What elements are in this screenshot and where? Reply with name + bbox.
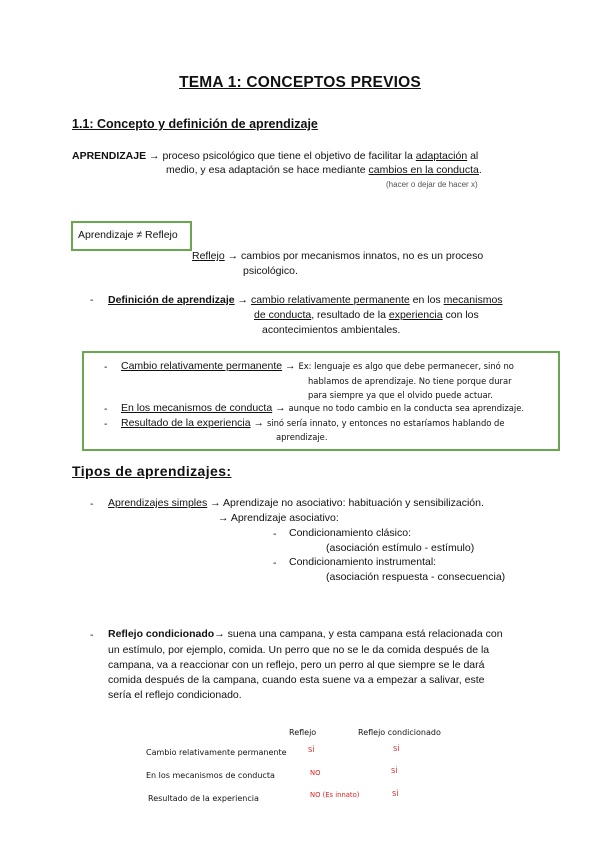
aprendizaje-term: APRENDIZAJE <box>72 150 147 162</box>
instrumental-desc: (asociación respuesta - consecuencia) <box>326 571 506 583</box>
tipos-heading: Tipos de aprendizajes: <box>72 463 232 479</box>
table-cell-reflejo: SÍ <box>308 746 315 754</box>
definicion-u1: cambio relativamente permanente <box>250 294 410 306</box>
bullet-dash: - <box>90 629 94 641</box>
table-cell-condicionado: SÍ <box>391 767 398 775</box>
reflejo-box-label: Aprendizaje ≠ Reflejo <box>78 229 178 241</box>
tipos-simples-line <box>108 497 484 509</box>
aprendizaje-line-1 <box>72 150 478 162</box>
definicion-line-2 <box>254 309 479 321</box>
bullet-dash: - <box>104 403 108 415</box>
arrow: → <box>149 150 160 162</box>
table-cell-reflejo: NO (Es innato) <box>310 791 360 799</box>
bullet-dash: - <box>90 498 94 510</box>
table-cell-reflejo: NO <box>310 769 321 777</box>
bullet-dash: - <box>90 294 94 306</box>
arrow: → <box>250 417 267 429</box>
asociativo-text: → Aprendizaje asociativo: <box>218 512 339 524</box>
definicion-u2: mecanismos <box>443 294 503 306</box>
box-item-1-cont-1: hablamos de aprendizaje. No tiene porque durar <box>308 376 512 386</box>
reflejo-cond-text: → suena una campana, y esta campana está relacionada con <box>214 628 503 640</box>
no-asociativo-text: → Aprendizaje no asociativo: habituación y sensibilización. <box>207 497 484 509</box>
definicion-u3: de conducta <box>254 309 312 321</box>
reflejo-term: Reflejo <box>192 250 225 262</box>
simples-term: Aprendizajes simples <box>108 497 208 509</box>
table-cell-condicionado: SÍ <box>392 790 399 798</box>
box-item-1-term: Cambio relativamente permanente <box>121 360 283 372</box>
definicion-mid1: en los <box>409 294 444 306</box>
reflejo-text: → cambios por mecanismos innatos, no es un proceso <box>224 250 484 262</box>
arrow: → <box>234 294 251 306</box>
arrow: → <box>272 402 289 414</box>
reflejo-cond-line-3: campana, va a reaccionar con un reflejo, pero un perro al que siempre se le dará <box>108 659 485 671</box>
aprendizaje-text: proceso psicológico que tiene el objetivo de facilitar la <box>162 150 416 162</box>
box-item-1 <box>121 360 514 372</box>
definicion-line-1 <box>108 294 503 306</box>
clasico-text: Condicionamiento clásico: <box>289 527 411 539</box>
reflejo-line-2: psicológico. <box>243 265 298 277</box>
clasico-desc: (asociación estímulo - estímulo) <box>326 542 475 554</box>
aprendizaje-text-2: medio, y esa adaptación se hace mediante <box>166 164 369 176</box>
adaptacion-term: adaptación <box>415 150 468 162</box>
table-row-label: Resultado de la experiencia <box>148 794 259 803</box>
bullet-dash: - <box>273 528 277 540</box>
reflejo-cond-line-2: un estímulo, por ejemplo, comida. Un perro que no se le da comida después de la <box>108 644 490 656</box>
box-item-2-text: aunque no todo cambio en la conducta sea aprendizaje. <box>288 403 525 413</box>
box-item-1-text: Ex: lenguaje es algo que debe permanecer, sinó no <box>298 361 514 371</box>
table-row-label: En los mecanismos de conducta <box>146 771 275 780</box>
section-heading-text: 1.1: Concepto y definición de aprendizaje <box>72 117 318 131</box>
reflejo-cond-line-1 <box>108 628 503 640</box>
definicion-mid2: , resultado de la <box>311 309 389 321</box>
reflejo-cond-line-5: sería el reflejo condicionado. <box>108 689 242 701</box>
aprendizaje-line-2 <box>166 164 482 176</box>
box-item-3-term: Resultado de la experiencia <box>121 417 251 429</box>
section-heading <box>72 117 318 131</box>
table-header-reflejo: Reflejo <box>289 728 317 737</box>
instrumental-text: Condicionamiento instrumental: <box>289 556 437 568</box>
reflejo-line-1 <box>192 250 483 262</box>
definicion-term: Definición de aprendizaje <box>108 294 235 306</box>
bullet-dash: - <box>273 557 277 569</box>
bullet-dash: - <box>104 361 108 373</box>
cambios-term: cambios en la conducta <box>368 164 479 176</box>
reflejo-cond-term: Reflejo condicionado <box>108 628 215 640</box>
reflejo-cond-line-4: comida después de la campana, cuando esta suene va a empezar a salivar, este <box>108 674 485 686</box>
definicion-u4: experiencia <box>388 309 443 321</box>
bullet-dash: - <box>104 418 108 430</box>
box-item-2 <box>121 402 524 414</box>
table-row-label: Cambio relativamente permanente <box>146 748 287 757</box>
aprendizaje-note: (hacer o dejar de hacer x) <box>386 180 478 189</box>
table-header-condicionado: Reflejo condicionado <box>358 728 441 737</box>
aprendizaje-text-2-end: . <box>478 164 482 176</box>
box-item-3-text: sinó sería innato, y entonces no estaríamos hablando de <box>266 418 505 428</box>
arrow: → <box>282 360 299 372</box>
definicion-line-3: acontecimientos ambientales. <box>262 324 401 336</box>
box-item-3 <box>121 417 505 429</box>
box-item-1-cont-2: para siempre ya que el olvido puede actuar. <box>308 390 493 400</box>
aprendizaje-text-end: al <box>467 150 479 162</box>
definicion-end2: con los <box>442 309 479 321</box>
table-cell-condicionado: SÍ <box>393 745 400 753</box>
page-title: TEMA 1: CONCEPTOS PREVIOS <box>179 74 421 91</box>
box-item-3-cont: aprendizaje. <box>276 432 328 442</box>
box-item-2-term: En los mecanismos de conducta <box>121 402 273 414</box>
